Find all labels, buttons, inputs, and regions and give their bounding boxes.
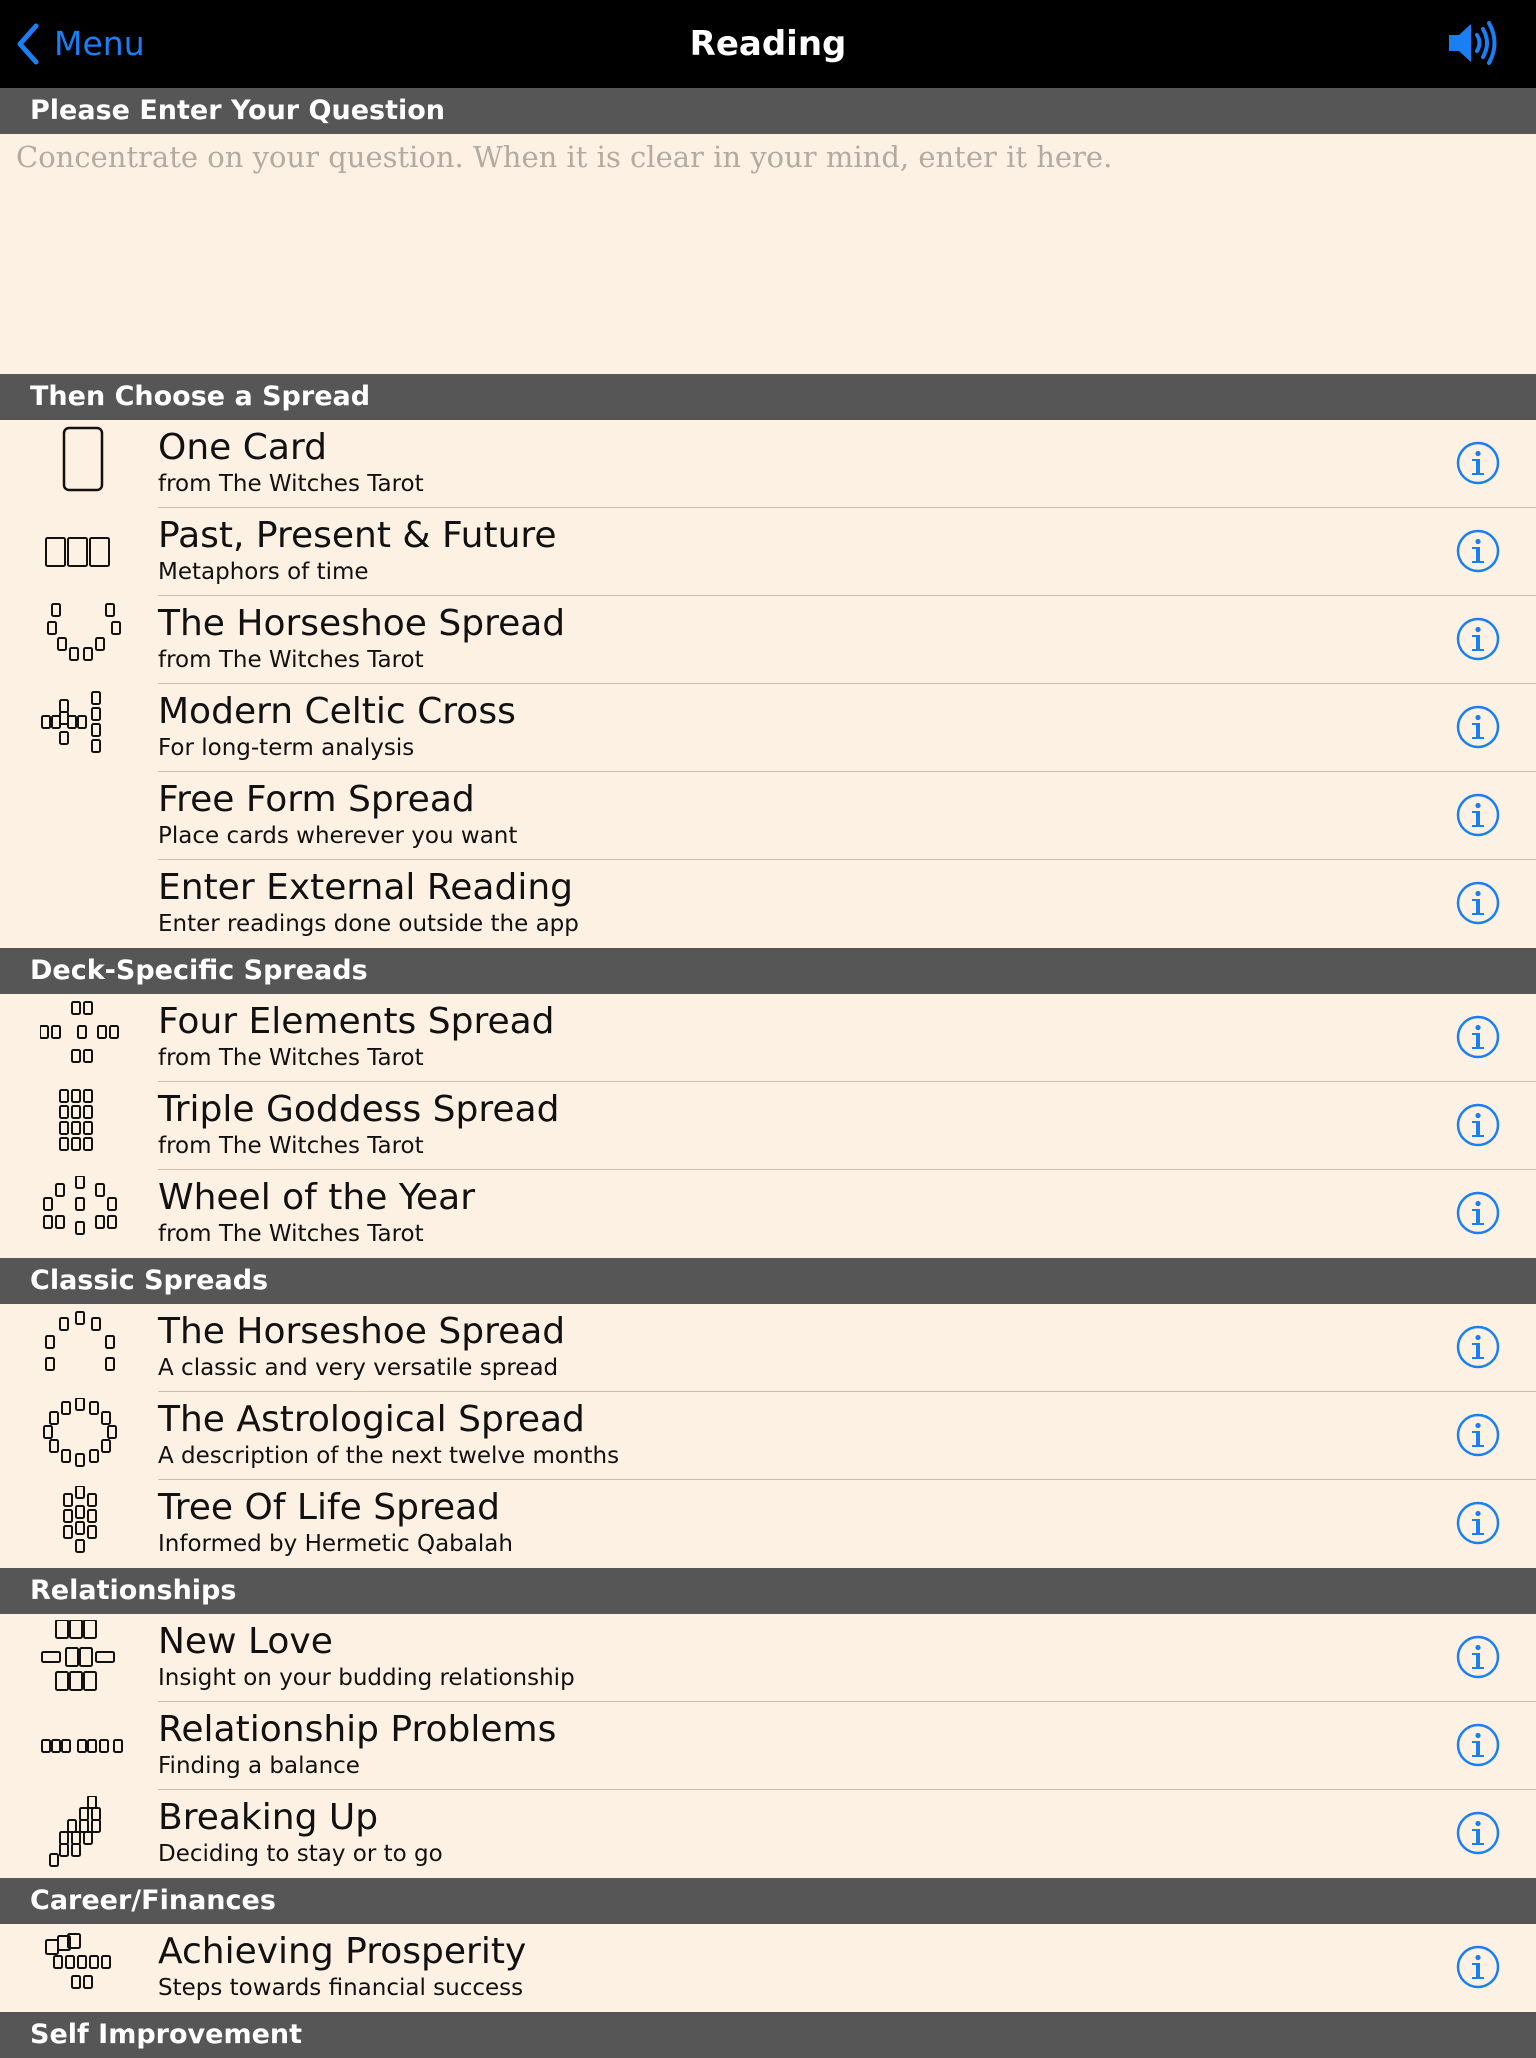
info-circle-icon[interactable] xyxy=(1456,1811,1500,1855)
spread-title: Relationship Problems xyxy=(158,1709,557,1750)
section-header: Relationships xyxy=(0,1568,1536,1614)
spread-subtitle: from The Witches Tarot xyxy=(158,471,424,497)
spread-row[interactable] xyxy=(0,420,1536,508)
spread-title: One Card xyxy=(158,427,327,468)
celtic-cross-spread-icon xyxy=(40,690,130,766)
spread-row[interactable] xyxy=(0,1790,1536,1878)
spread-row[interactable] xyxy=(0,1170,1536,1258)
spread-title: The Astrological Spread xyxy=(158,1399,585,1440)
info-circle-icon[interactable] xyxy=(1456,1501,1500,1545)
info-circle-icon[interactable] xyxy=(1456,1015,1500,1059)
spread-row[interactable] xyxy=(0,772,1536,860)
wheel-of-year-spread-icon xyxy=(40,1176,130,1252)
page-title: Reading xyxy=(689,24,847,64)
spread-row[interactable] xyxy=(0,1924,1536,2012)
info-circle-icon[interactable] xyxy=(1456,1191,1500,1235)
spread-row[interactable] xyxy=(0,860,1536,948)
info-circle-icon[interactable] xyxy=(1456,1325,1500,1369)
spread-subtitle: from The Witches Tarot xyxy=(158,1221,424,1247)
prosperity-spread-icon xyxy=(40,1930,130,2006)
spread-title: Modern Celtic Cross xyxy=(158,691,516,732)
spread-title: Wheel of the Year xyxy=(158,1177,476,1218)
info-circle-icon[interactable] xyxy=(1456,705,1500,749)
spread-subtitle: Steps towards financial success xyxy=(158,1975,524,2001)
new-love-spread-icon xyxy=(40,1620,130,1696)
info-circle-icon[interactable] xyxy=(1456,1103,1500,1147)
one-card-spread-icon xyxy=(40,426,130,502)
spread-row[interactable] xyxy=(0,684,1536,772)
triple-goddess-spread-icon xyxy=(40,1088,130,1164)
section-header: Self Improvement xyxy=(0,2012,1536,2058)
spread-title: The Horseshoe Spread xyxy=(158,1311,566,1352)
info-circle-icon[interactable] xyxy=(1456,793,1500,837)
spread-row[interactable] xyxy=(0,508,1536,596)
info-circle-icon[interactable] xyxy=(1456,1635,1500,1679)
info-circle-icon[interactable] xyxy=(1456,1413,1500,1457)
navigation-bar xyxy=(0,0,1536,88)
spread-title: New Love xyxy=(158,1621,333,1662)
spread-subtitle: For long-term analysis xyxy=(158,735,415,761)
spread-subtitle: Informed by Hermetic Qabalah xyxy=(158,1531,513,1557)
four-elements-spread-icon xyxy=(40,1000,130,1076)
spread-subtitle: from The Witches Tarot xyxy=(158,1045,424,1071)
spread-row[interactable] xyxy=(0,994,1536,1082)
info-circle-icon[interactable] xyxy=(1456,881,1500,925)
spread-subtitle: A classic and very versatile spread xyxy=(158,1355,559,1381)
spread-row[interactable] xyxy=(0,1082,1536,1170)
spread-row[interactable] xyxy=(0,1392,1536,1480)
section-header: Classic Spreads xyxy=(0,1258,1536,1304)
spread-title: Free Form Spread xyxy=(158,779,475,820)
info-circle-icon[interactable] xyxy=(1456,1723,1500,1767)
spread-title: Past, Present & Future xyxy=(158,515,557,556)
section-header: Deck-Specific Spreads xyxy=(0,948,1536,994)
spread-row[interactable] xyxy=(0,596,1536,684)
spread-subtitle: Insight on your budding relationship xyxy=(158,1665,575,1691)
spread-title: Breaking Up xyxy=(158,1797,379,1838)
spread-title: The Horseshoe Spread xyxy=(158,603,566,644)
back-label: Menu xyxy=(54,24,145,63)
question-area xyxy=(0,134,1536,374)
spread-title: Enter External Reading xyxy=(158,867,574,908)
horseshoe-spread-icon xyxy=(40,602,130,678)
back-menu-button[interactable] xyxy=(14,22,145,66)
spread-row[interactable] xyxy=(0,1702,1536,1790)
speaker-volume-icon[interactable] xyxy=(1446,20,1498,66)
spread-row[interactable] xyxy=(0,1614,1536,1702)
spread-title: Achieving Prosperity xyxy=(158,1931,527,1972)
section-header: Career/Finances xyxy=(0,1878,1536,1924)
spread-subtitle: A description of the next twelve months xyxy=(158,1443,620,1469)
tree-of-life-spread-icon xyxy=(40,1486,130,1562)
spread-subtitle: Place cards wherever you want xyxy=(158,823,518,849)
spread-subtitle: Finding a balance xyxy=(158,1753,360,1779)
section-header: Then Choose a Spread xyxy=(0,374,1536,420)
question-section-header: Please Enter Your Question xyxy=(0,88,1536,134)
breaking-up-spread-icon xyxy=(40,1796,130,1872)
relationship-problems-spread-icon xyxy=(40,1708,130,1784)
info-circle-icon[interactable] xyxy=(1456,529,1500,573)
question-input[interactable] xyxy=(16,140,1520,368)
spread-subtitle: Deciding to stay or to go xyxy=(158,1841,443,1867)
spread-title: Tree Of Life Spread xyxy=(158,1487,500,1528)
info-circle-icon[interactable] xyxy=(1456,1945,1500,1989)
spread-subtitle: from The Witches Tarot xyxy=(158,1133,424,1159)
spread-subtitle: from The Witches Tarot xyxy=(158,647,424,673)
spread-title: Four Elements Spread xyxy=(158,1001,555,1042)
classic-horseshoe-spread-icon xyxy=(40,1310,130,1386)
spread-row[interactable] xyxy=(0,1304,1536,1392)
spread-subtitle: Enter readings done outside the app xyxy=(158,911,579,937)
info-circle-icon[interactable] xyxy=(1456,617,1500,661)
spread-subtitle: Metaphors of time xyxy=(158,559,369,585)
spread-row[interactable] xyxy=(0,1480,1536,1568)
three-card-spread-icon xyxy=(40,514,130,590)
info-circle-icon[interactable] xyxy=(1456,441,1500,485)
astrological-spread-icon xyxy=(40,1398,130,1474)
spread-title: Triple Goddess Spread xyxy=(158,1089,560,1130)
chevron-left-icon xyxy=(14,22,44,66)
